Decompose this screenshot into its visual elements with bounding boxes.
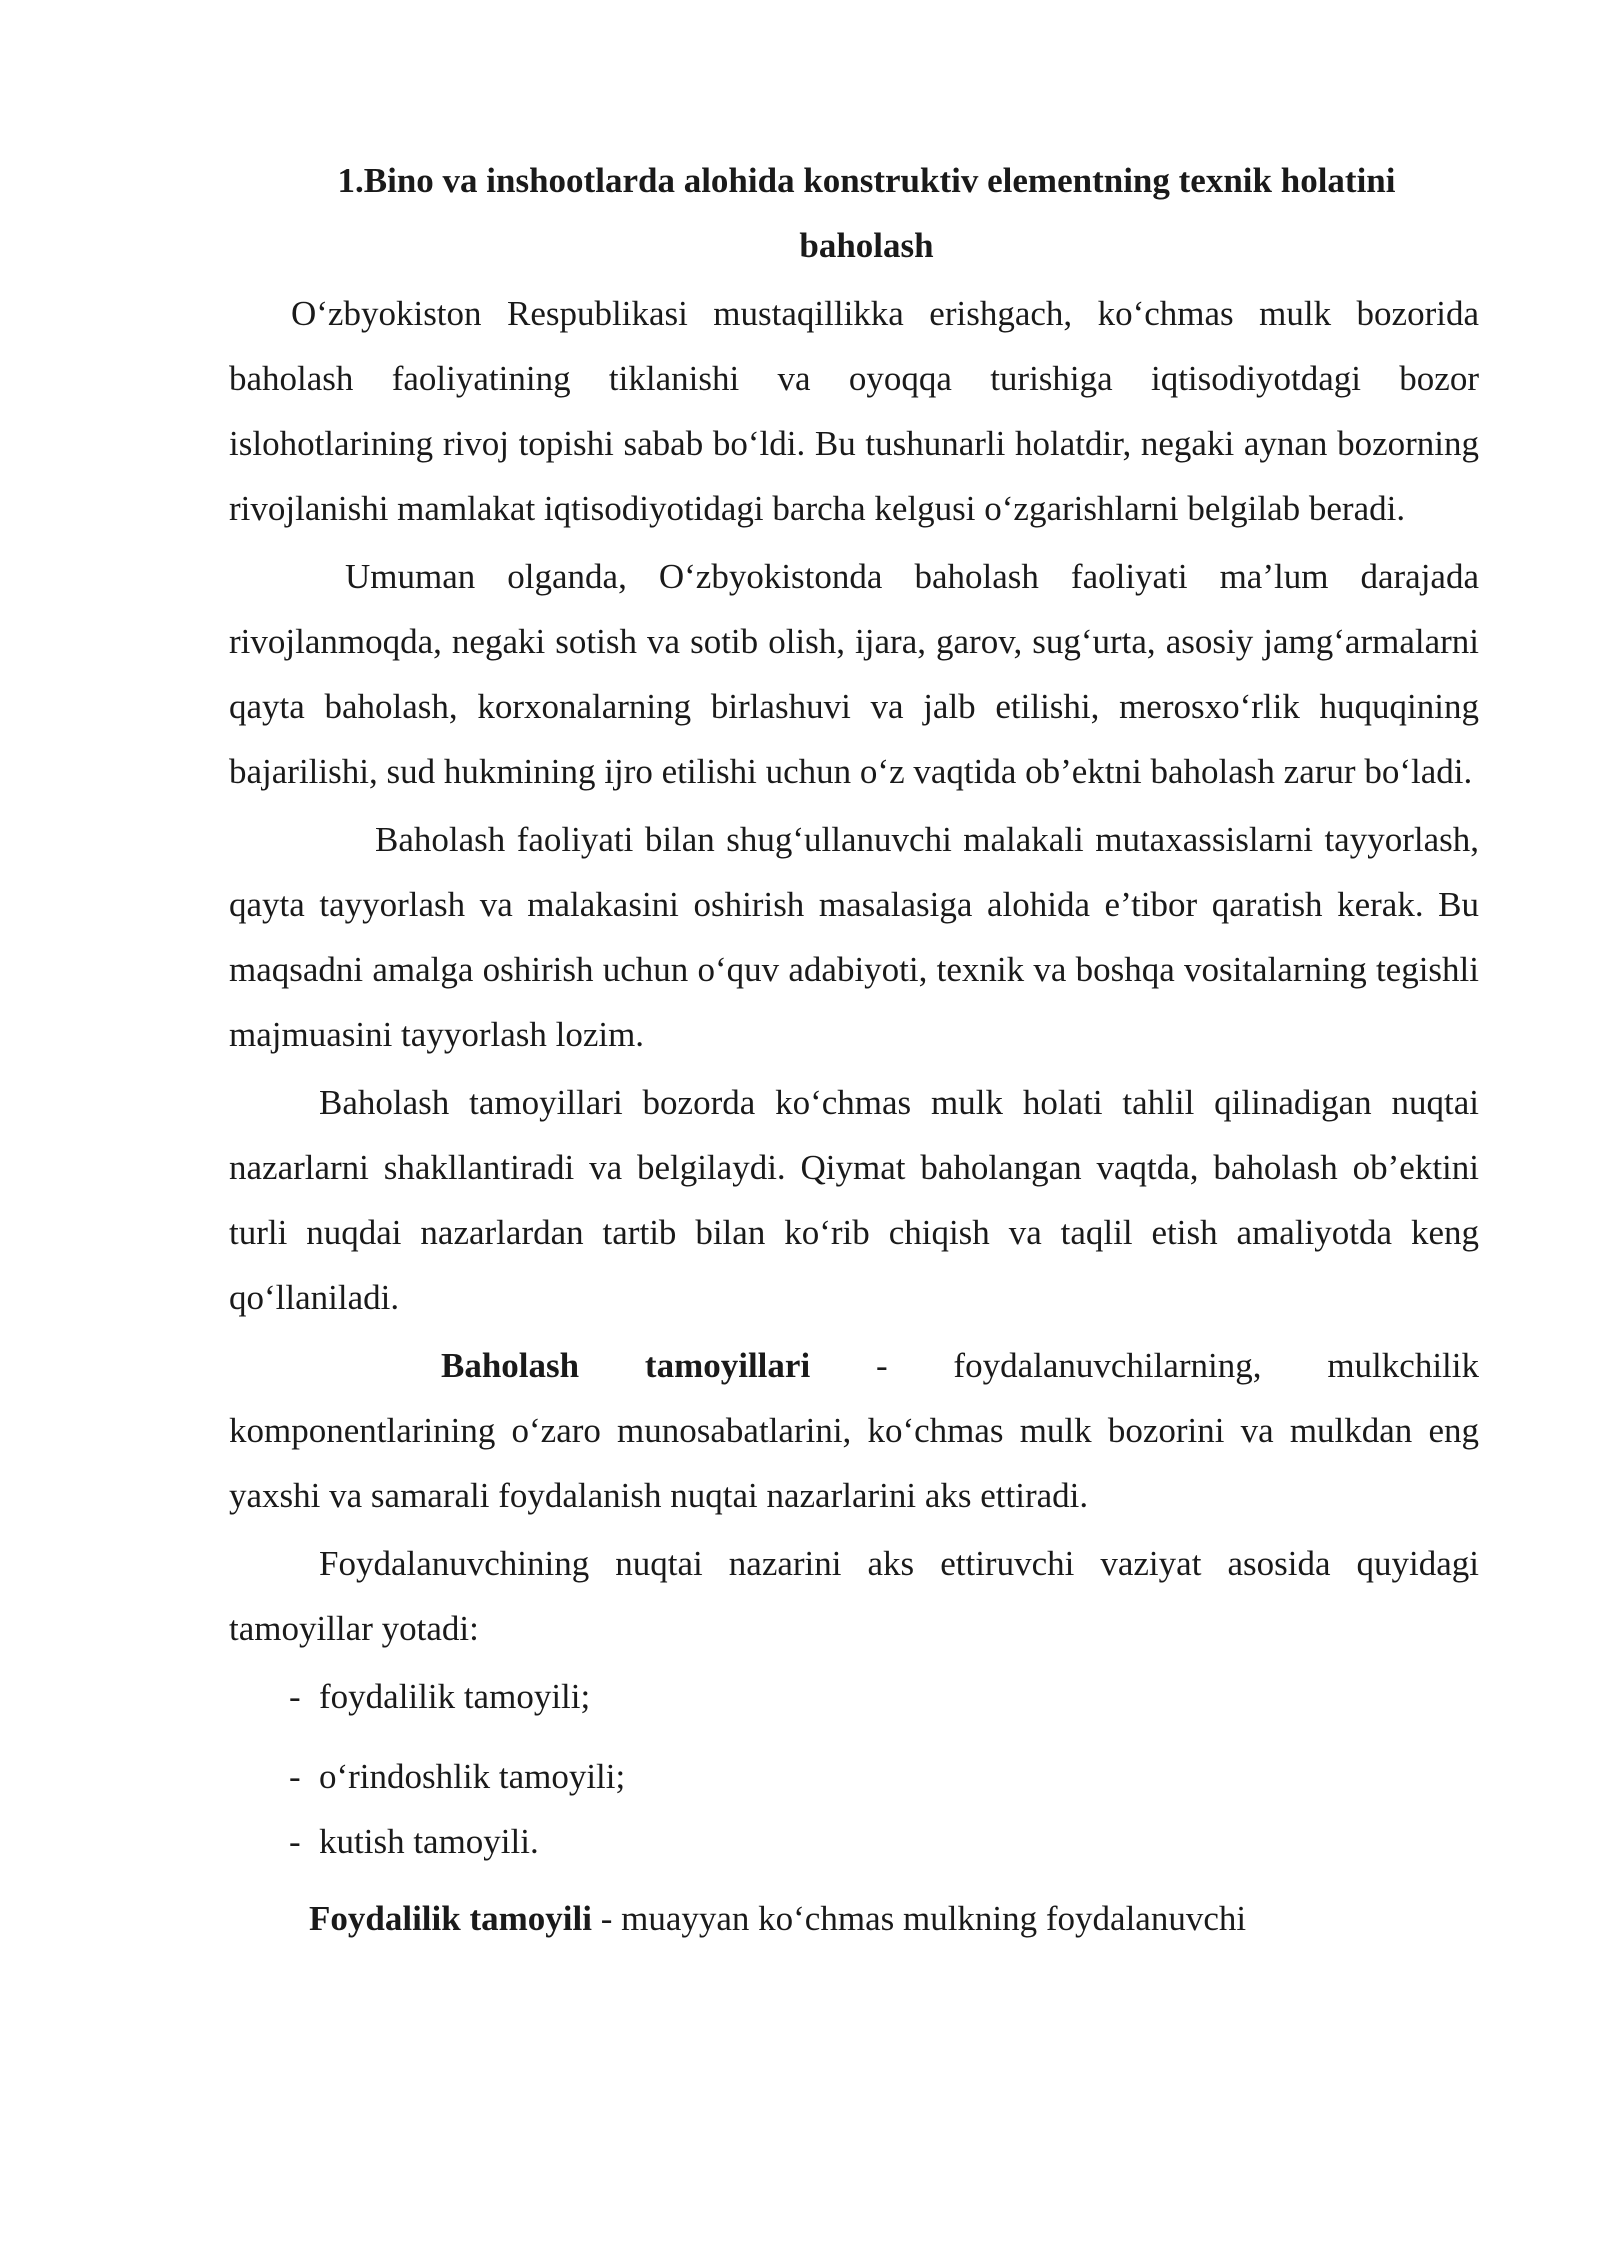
document-title [229,148,1479,278]
document-body [229,148,1479,1951]
principles-term: Baholash tamoyillari [441,1346,811,1385]
principles-definition: - foydalanuvchilarning, mulkchilik komponentlarining o‘zaro munosabatlarini, ko‘chmas mulk bozorini va mulkdan eng yaxshi va samarali foydalanish nuqtai nazarlarini aks ettiradi. [229,1346,1479,1515]
paragraph-4: Baholash tamoyillari bozorda ko‘chmas mulk holati tahlil qilinadigan nuqtai nazarlarni shakllantiradi va belgilaydi. Qiymat baholangan vaqtda, baholash ob’ektini turli nuqdai nazarlardan tartib bilan ko‘rib chiqish va taqlil etish amaliyotda keng qo‘llaniladi. [229,1083,1479,1317]
paragraph-3: Baholash faoliyati bilan shug‘ullanuvchi malakali mutaxassislarni tayyorlash, qayta tayyorlash va malakasini oshirish masalasiga alohida e’tibor qaratish kerak. Bu maqsadni amalga oshirish uchun o‘quv adabiyoti, texnik va boshqa vositalarning tegishli majmuasini tayyorlash lozim. [229,820,1479,1054]
list-item [289,1664,1479,1729]
list-item-text: kutish tamoyili. [319,1822,539,1861]
list-item [289,1744,1479,1809]
title-line-1: 1.Bino va inshootlarda alohida konstruktiv elementning texnik holatini [337,161,1396,200]
list-item [289,1809,1479,1874]
utility-term: Foydalilik tamoyili [309,1899,592,1938]
paragraph-2: Umuman olganda, O‘zbyokistonda baholash faoliyati ma’lum darajada rivojlanmoqda, negaki sotish va sotib olish, ijara, garov, sug‘urta, asosiy jamg‘armalarni qayta baholash, korxonalarning birlashuvi va jalb etilishi, merosxo‘rlik huquqining bajarilishi, sud hukmining ijro etilishi uchun o‘z vaqtida ob’ektni baholash zarur bo‘ladi. [229,557,1479,791]
list-dash: - [289,1757,301,1796]
list-dash: - [289,1822,301,1861]
paragraph-utility [229,1886,1479,1951]
list-item-text: o‘rindoshlik tamoyili; [319,1757,626,1796]
title-line-2: baholash [799,226,934,265]
paragraph-list-intro: Foydalanuvchining nuqtai nazarini aks ettiruvchi vaziyat asosida quyidagi tamoyillar yotadi: [229,1544,1479,1648]
list-dash: - [289,1677,301,1716]
utility-definition: - muayyan ko‘chmas mulkning foydalanuvchi [591,1899,1247,1938]
paragraph-1: O‘zbyokiston Respublikasi mustaqillikka erishgach, ko‘chmas mulk bozorida baholash faoliyatining tiklanishi va oyoqqa turishiga iqtisodiyotdagi bozor islohotlarining rivoj topishi sabab bo‘ldi. Bu tushunarli holatdir, negaki aynan bozorning rivojlanishi mamlakat iqtisodiyotidagi barcha kelgusi o‘zgarishlarni belgilab beradi. [229,294,1479,528]
list-item-text: foydalilik tamoyili; [319,1677,591,1716]
paragraph-principles [229,1333,1479,1528]
principles-list [229,1664,1479,1874]
